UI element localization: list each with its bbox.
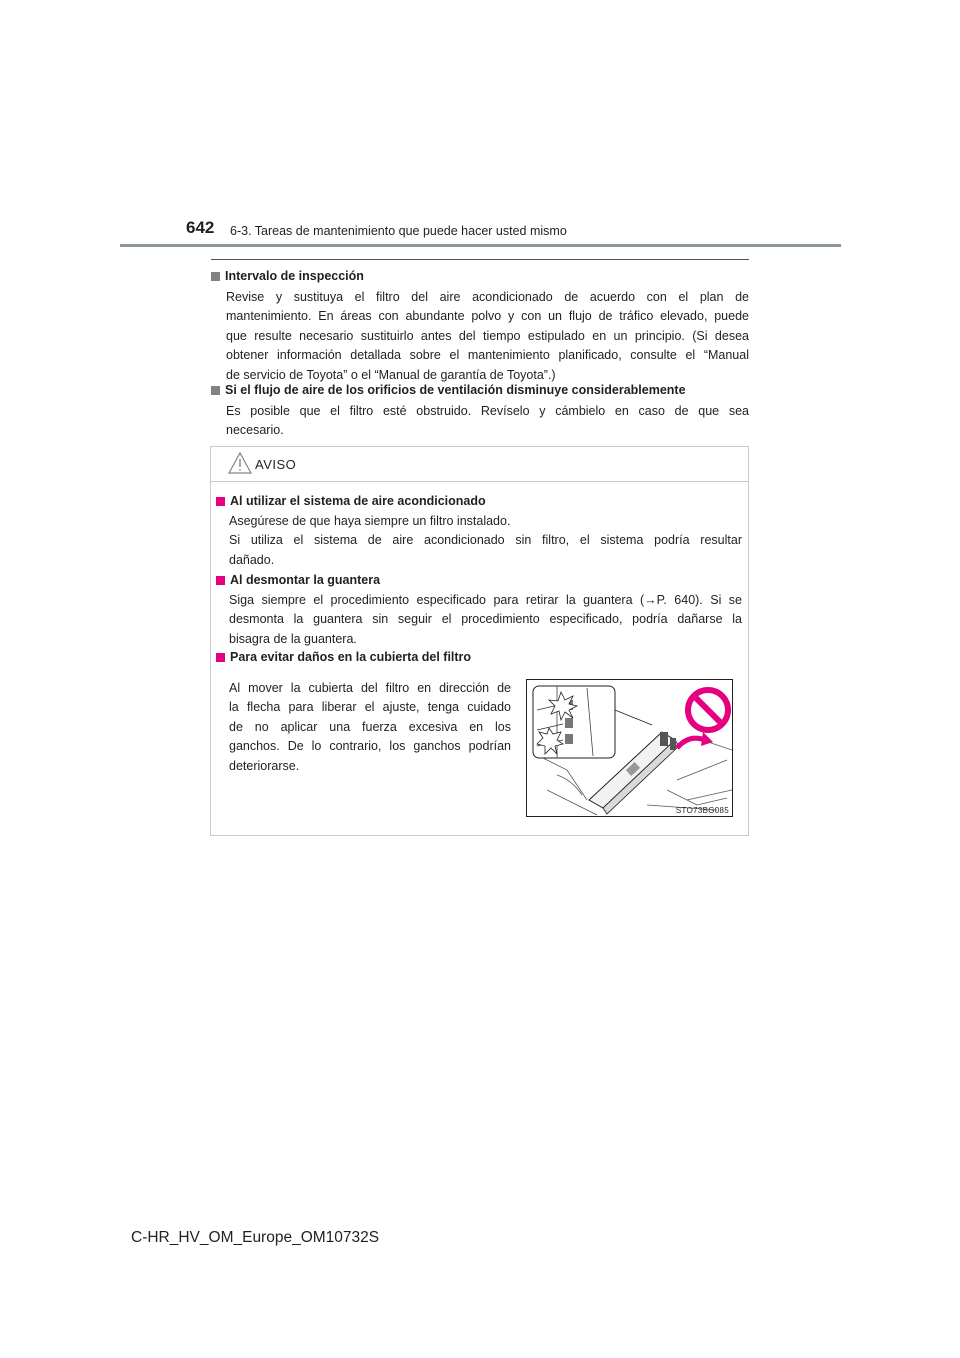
warning-item [216, 570, 742, 649]
text-line: dañado. [229, 552, 275, 567]
heading-text: Al utilizar el sistema de aire acondicionado [230, 494, 486, 508]
paragraph [216, 512, 742, 570]
paragraph [216, 591, 742, 649]
square-bullet-icon [211, 272, 220, 281]
text-line: de no aplicar una fuerza excesiva en los [229, 719, 511, 734]
text-line: Siga siempre el procedimiento especificado para retirar la guantera (→P. 640). Si se [229, 593, 742, 607]
text-line: Si utiliza el sistema de aire acondicionado sin filtro, el sistema podría resultar [229, 533, 742, 548]
airflow-section [211, 380, 749, 441]
square-bullet-icon [211, 386, 220, 395]
text-line: necesario. [226, 423, 284, 438]
heading-text: Si el flujo de aire de los orificios de ventilación disminuye considerablemente [225, 383, 686, 397]
heading-text: Intervalo de inspección [225, 269, 364, 283]
square-bullet-icon [216, 497, 225, 506]
header-rule [120, 244, 841, 247]
text-line: Revise y sustituya el filtro del aire acondicionado de acuerdo con el plan de [226, 290, 749, 304]
text-line: que resulte necesario sustituirlo antes del tiempo estipulado en un principio. (Si desea [226, 328, 749, 343]
text-line: de servicio de Toyota” o el “Manual de garantía de Toyota”.) [226, 367, 556, 382]
section-heading [211, 380, 749, 400]
text-line: ganchos. De lo contrario, los ganchos podrían [229, 739, 511, 754]
square-bullet-icon [216, 576, 225, 585]
heading-text: Al desmontar la guantera [230, 573, 381, 587]
warning-item [216, 491, 742, 570]
text-line: Asegúrese de que haya siempre un filtro instalado. [229, 514, 511, 528]
footer-doc-id: C-HR_HV_OM_Europe_OM10732S [131, 1229, 380, 1246]
inspection-interval-section [211, 266, 749, 385]
text-line: la flecha para liberar el ajuste, tenga cuidado [229, 700, 511, 715]
warning-title: AVISO [255, 457, 297, 472]
section-title: 6-3. Tareas de mantenimiento que puede hacer usted mismo [230, 224, 567, 238]
paragraph [211, 288, 749, 385]
page-number: 642 [186, 218, 215, 237]
filter-cover-illustration [526, 679, 733, 817]
text-line: Es posible que el filtro esté obstruido. Revíselo y cámbielo en caso de que sea [226, 404, 749, 418]
warning-item-heading [216, 647, 742, 667]
figure-code: STO73BG085 [675, 806, 729, 815]
heading-text: Para evitar daños en la cubierta del filtro [230, 650, 472, 664]
warning-header [211, 447, 748, 482]
text-line: desmonta la guantera sin seguir el procedimiento especificado, podría dañarse la [229, 612, 742, 627]
text-line: mantenimiento. En áreas con abundante polvo y con un flujo de tráfico elevado, puede [226, 309, 749, 324]
paragraph [216, 679, 511, 776]
text-line: obtener información detallada sobre el mantenimiento planificado, consulte el “Manual [226, 348, 749, 363]
warning-box [210, 446, 749, 836]
text-line: Al mover la cubierta del filtro en dirección de [229, 681, 511, 695]
warning-item-heading [216, 491, 742, 511]
warning-triangle-icon [228, 452, 252, 474]
text-line: deteriorarse. [229, 758, 300, 773]
warning-item-heading [216, 570, 742, 590]
paragraph [211, 402, 749, 441]
square-bullet-icon [216, 653, 225, 662]
content-top-rule [211, 259, 749, 260]
filter-cover-drawing [527, 680, 733, 817]
section-heading [211, 266, 749, 286]
text-line: bisagra de la guantera. [229, 631, 357, 646]
